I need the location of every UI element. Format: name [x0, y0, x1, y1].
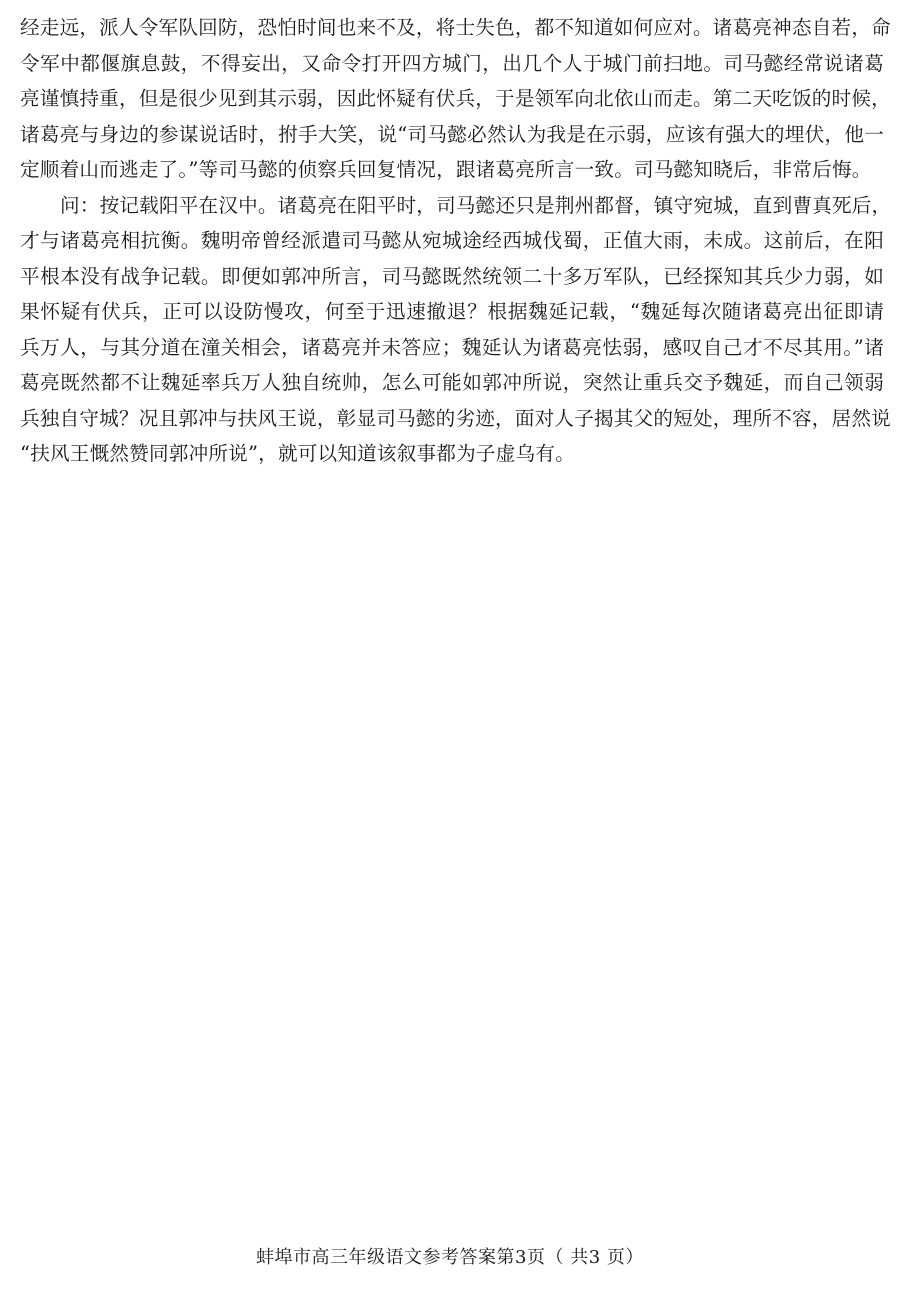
text-line: 葛亮既然都不让魏延率兵万人独自统帅，怎么可能如郭冲所说，突然让重兵交予魏延，而自己领弱	[20, 371, 884, 394]
text-line: 才与诸葛亮相抗衡。魏明帝曾经派遣司马懿从宛城途经西城伐蜀，正值大雨，未成。这前后，在阳	[20, 229, 884, 252]
text-line: 亮谨慎持重，但是很少见到其示弱，因此怀疑有伏兵，于是领军向北依山而走。第二天吃饭的时候，	[20, 87, 891, 110]
answer-text-body	[20, 10, 892, 472]
text-line: 令军中都偃旗息鼓，不得妄出，又命令打开四方城门，出几个人于城门前扫地。司马懿经常说诸葛	[20, 51, 884, 75]
text-line: 果怀疑有伏兵，正可以设防慢攻，何至于迅速撤退？根据魏延记载，“魏延每次随诸葛亮出征即请	[20, 300, 884, 323]
text-line: 兵独自守城？况且郭冲与扶风王说，彰显司马懿的劣迹，面对人子揭其父的短处，理所不容，居然说	[20, 406, 891, 430]
text-line: 经走远，派人令军队回防，恐怕时间也来不及，将士失色，都不知道如何应对。诸葛亮神态自若，命	[20, 16, 891, 39]
text-line: “扶风王慨然赞同郭冲所说”，就可以知道该叙事都为子虚乌有。	[20, 442, 575, 465]
text-line: 定顺着山而逃走了。”等司马懿的侦察兵回复情况，跟诸葛亮所言一致。司马懿知晓后，非常后悔。	[20, 158, 872, 181]
text-line: 兵万人，与其分道在潼关相会，诸葛亮并未答应；魏延认为诸葛亮怯弱，感叹自己才不尽其用。”诸	[20, 335, 884, 359]
page-footer: 蚌埠市高三年级语文参考答案第3页（ 共3 页）	[256, 1247, 644, 1268]
text-line: 诸葛亮与身边的参谋说话时，拊手大笑，说“司马懿必然认为我是在示弱，应该有强大的埋伏，他一	[20, 122, 884, 146]
text-line: 平根本没有战争记载。即便如郭冲所言，司马懿既然统领二十多万军队，已经探知其兵少力弱，如	[20, 264, 884, 288]
paragraph-1	[20, 10, 891, 188]
paragraph-2	[20, 188, 892, 472]
text-line: 问：按记载阳平在汉中。诸葛亮在阳平时，司马懿还只是荆州都督，镇守宛城，直到曹真死后，	[60, 193, 892, 217]
